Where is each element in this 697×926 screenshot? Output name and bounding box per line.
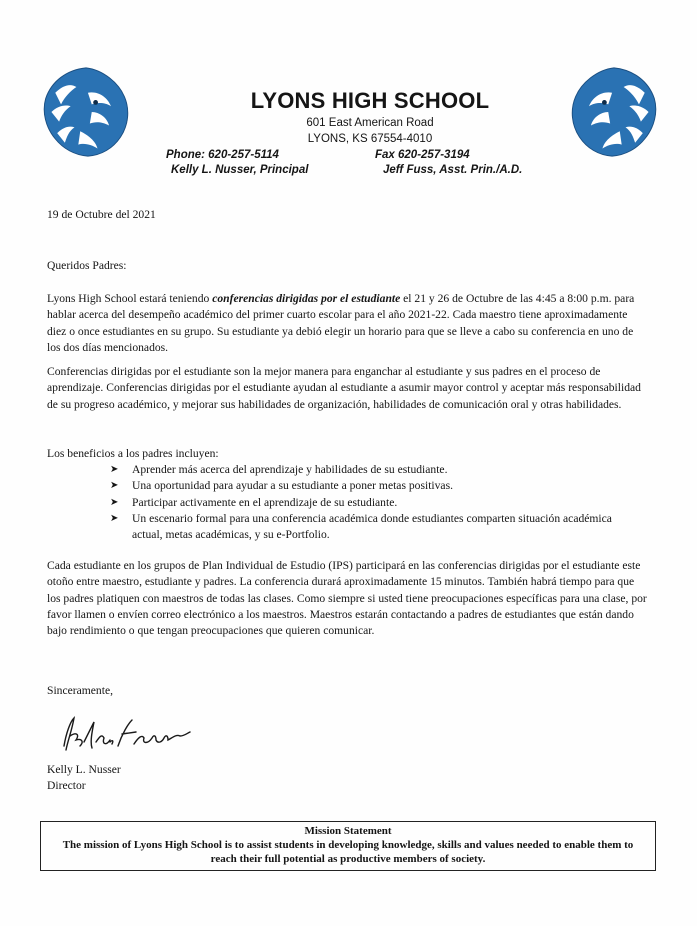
arrow-bullet-icon: ➤ (110, 512, 119, 524)
fax-number: Fax 620-257-3194 (375, 149, 470, 161)
assistant-principal-name: Jeff Fuss, Asst. Prin./A.D. (383, 164, 523, 176)
arrow-bullet-icon: ➤ (110, 496, 119, 508)
emphasis-conferences: conferencias dirigidas por el estudiante (212, 292, 401, 305)
list-item: ➤ Una oportunidad para ayudar a su estudiante a poner metas positivas. (110, 478, 630, 494)
mission-heading: Mission Statement (304, 825, 392, 837)
lion-logo-right (566, 64, 662, 160)
school-name: LYONS HIGH SCHOOL (250, 88, 490, 113)
principal-name: Kelly L. Nusser, Principal (171, 164, 309, 176)
list-item: ➤ Participar activamente en el aprendizaje de su estudiante. (110, 495, 630, 511)
list-item: ➤ Aprender más acerca del aprendizaje y habilidades de su estudiante. (110, 462, 630, 478)
address-city: LYONS, KS 67554-4010 (307, 133, 433, 145)
paragraph-intro: Lyons High School estará teniendo conferencias dirigidas por el estudiante el 21 y 26 de Octubre de las 4:45 a 8:00 p.m. para hablar acerca del desempeño académico del primer cuarto escolar para el año 2021-22. Cada maestro tiene aproximadamente diez o once estudiantes en su grupo. Su estudiante ya debió elegir un horario para que se lleve a cabo su conferencia en uno de los dos días mencionados. (47, 292, 635, 354)
list-item: ➤ Un escenario formal para una conferencia académica donde estudiantes comparten situación académica actual, metas académicas, y su e-Portfolio. (110, 511, 612, 542)
salutation: Queridos Padres: (47, 259, 127, 272)
address-street: 601 East American Road (306, 117, 434, 129)
signature-image (56, 712, 196, 756)
benefits-intro: Los beneficios a los padres incluyen: (47, 447, 219, 460)
paragraph-ips: Cada estudiante en los grupos de Plan Individual de Estudio (IPS) participará en las conferencias dirigidas por el estudiante este otoño entre maestro, estudiante y padres. La conferencia durará aproximadamente 15 minutos. También habrá tiempo para que los padres platiquen con maestros de todas las clases. Como siempre si usted tiene preocupaciones específicas para una clase, por favor llamen o envíen correo electrónico a los maestros. Maestros estarán contactando a padres de estudiantes que están dando bajo rendimiento o que tengan preocupaciones que quieren comunicar. (47, 559, 647, 638)
arrow-bullet-icon: ➤ (110, 480, 119, 492)
signer-title: Director (47, 779, 86, 792)
mission-text: The mission of Lyons High School is to assist students in developing knowledge, skills and values needed to enable them to reach their full potential as productive members of society. (62, 839, 634, 865)
mission-statement-box (40, 821, 656, 871)
arrow-bullet-icon: ➤ (110, 464, 119, 475)
lion-logo-left (38, 64, 134, 160)
closing: Sinceramente, (47, 684, 113, 697)
paragraph-benefits-overview: Conferencias dirigidas por el estudiante son la mejor manera para enganchar al estudiante y sus padres en el proceso de aprendizaje. Conferencias dirigidas por el estudiante ayudan al estudiante a asumir mayor control y aceptar más responsabilidad de su progreso académico, y mejorar sus habilidades de organización, habilidades de comunicación oral y otras habilidades. (47, 365, 641, 411)
letter-date: 19 de Octubre del 2021 (47, 208, 156, 221)
phone-number: Phone: 620-257-5114 (166, 149, 279, 161)
signer-name: Kelly L. Nusser (47, 763, 121, 776)
benefits-list (110, 462, 630, 543)
